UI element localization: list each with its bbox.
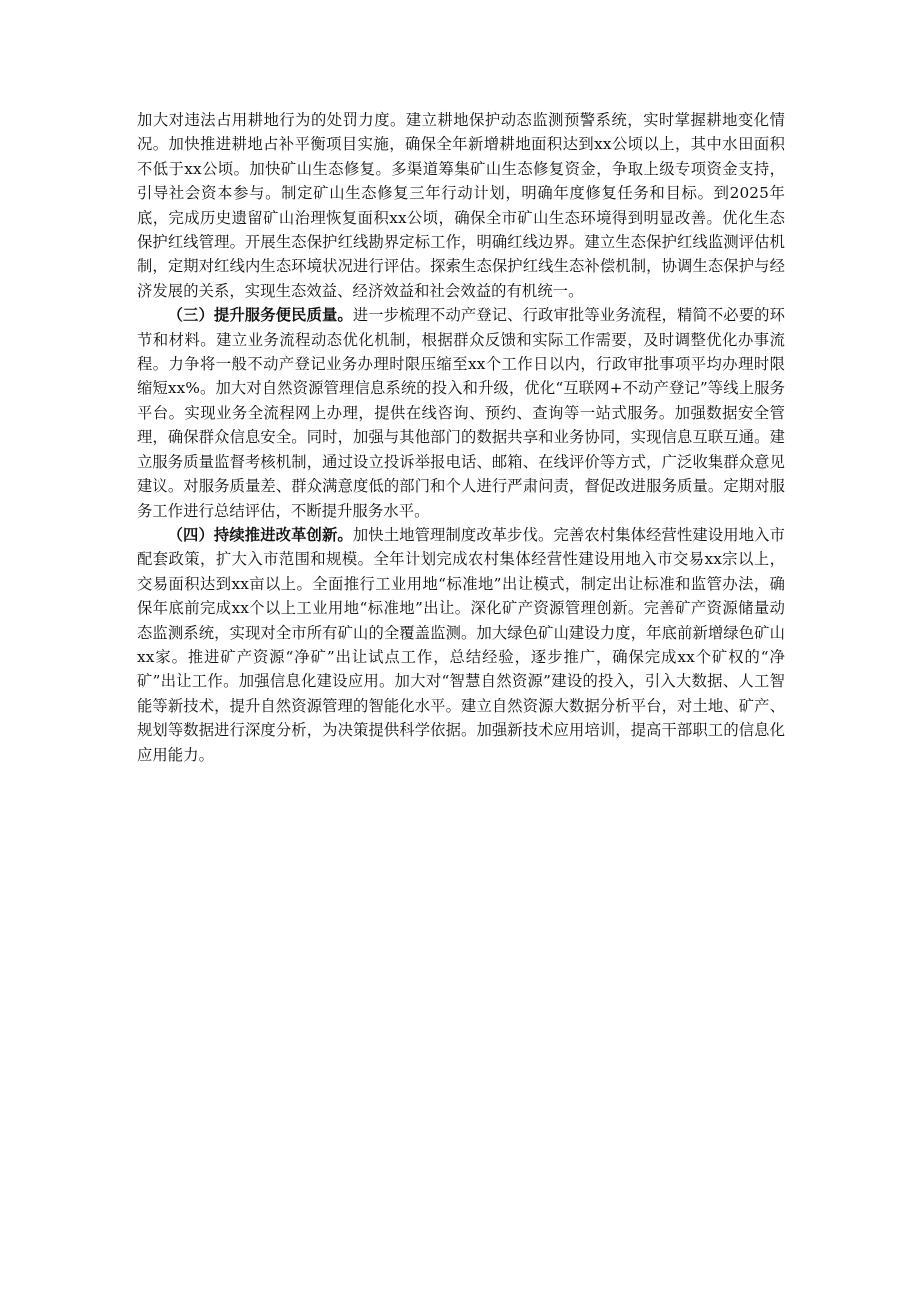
document-page bbox=[137, 108, 785, 767]
paragraph-body: 进一步梳理不动产登记、行政审批等业务流程，精简不必要的环节和材料。建立业务流程动态优化机制，根据群众反馈和实际工作需要，及时调整优化办事流程。力争将一般不动产登记业务办理时限压缩至xx个工作日以内，行政审批事项平均办理时限缩短xx%。加大对自然资源管理信息系统的投入和升级，优化“互联网+不动产登记”等线上服务平台。实现业务全流程网上办理，提供在线咨询、预约、查询等一站式服务。加强数据安全管理，确保群众信息安全。同时，加强与其他部门的数据共享和业务协同，实现信息互联互通。建立服务质量监督考核机制，通过设立投诉举报电话、邮箱、在线评价等方式，广泛收集群众意见建议。对服务质量差、群众满意度低的部门和个人进行严肃问责，督促改进服务质量。定期对服务工作进行总结评估，不断提升服务水平。 bbox=[137, 306, 785, 520]
paragraph-continuation bbox=[137, 108, 785, 303]
paragraph-reform-innovation bbox=[137, 523, 785, 767]
section-heading-service: （三）提升服务便民质量。 bbox=[167, 306, 353, 325]
paragraph-body: 加大对违法占用耕地行为的处罚力度。建立耕地保护动态监测预警系统，实时掌握耕地变化情况。加快推进耕地占补平衡项目实施，确保全年新增耕地面积达到xx公顷以上，其中水田面积不低于xx公顷。加快矿山生态修复。多渠道筹集矿山生态修复资金，争取上级专项资金支持，引导社会资本参与。制定矿山生态修复三年行动计划，明确年度修复任务和目标。到2025年底，完成历史遗留矿山治理恢复面积xx公顷，确保全市矿山生态环境得到明显改善。优化生态保护红线管理。开展生态保护红线勘界定标工作，明确红线边界。建立生态保护红线监测评估机制，定期对红线内生态环境状况进行评估。探索生态保护红线生态补偿机制，协调生态保护与经济发展的关系，实现生态效益、经济效益和社会效益的有机统一。 bbox=[137, 111, 785, 300]
paragraph-service-quality bbox=[137, 303, 785, 523]
paragraph-body: 加快土地管理制度改革步伐。完善农村集体经营性建设用地入市配套政策，扩大入市范围和规模。全年计划完成农村集体经营性建设用地入市交易xx宗以上，交易面积达到xx亩以上。全面推行工业用地“标准地”出让模式，制定出让标准和监管办法，确保年底前完成xx个以上工业用地“标准地”出让。深化矿产资源管理创新。完善矿产资源储量动态监测系统，实现对全市所有矿山的全覆盖监测。加大绿色矿山建设力度，年底前新增绿色矿山xx家。推进矿产资源“净矿”出让试点工作，总结经验，逐步推广，确保完成xx个矿权的“净矿”出让工作。加强信息化建设应用。加大对“智慧自然资源”建设的投入，引入大数据、人工智能等新技术，提升自然资源管理的智能化水平。建立自然资源大数据分析平台，对土地、矿产、规划等数据进行深度分析，为决策提供科学依据。加强新技术应用培训，提高干部职工的信息化应用能力。 bbox=[137, 525, 785, 764]
section-heading-reform: （四）持续推进改革创新。 bbox=[167, 525, 353, 544]
